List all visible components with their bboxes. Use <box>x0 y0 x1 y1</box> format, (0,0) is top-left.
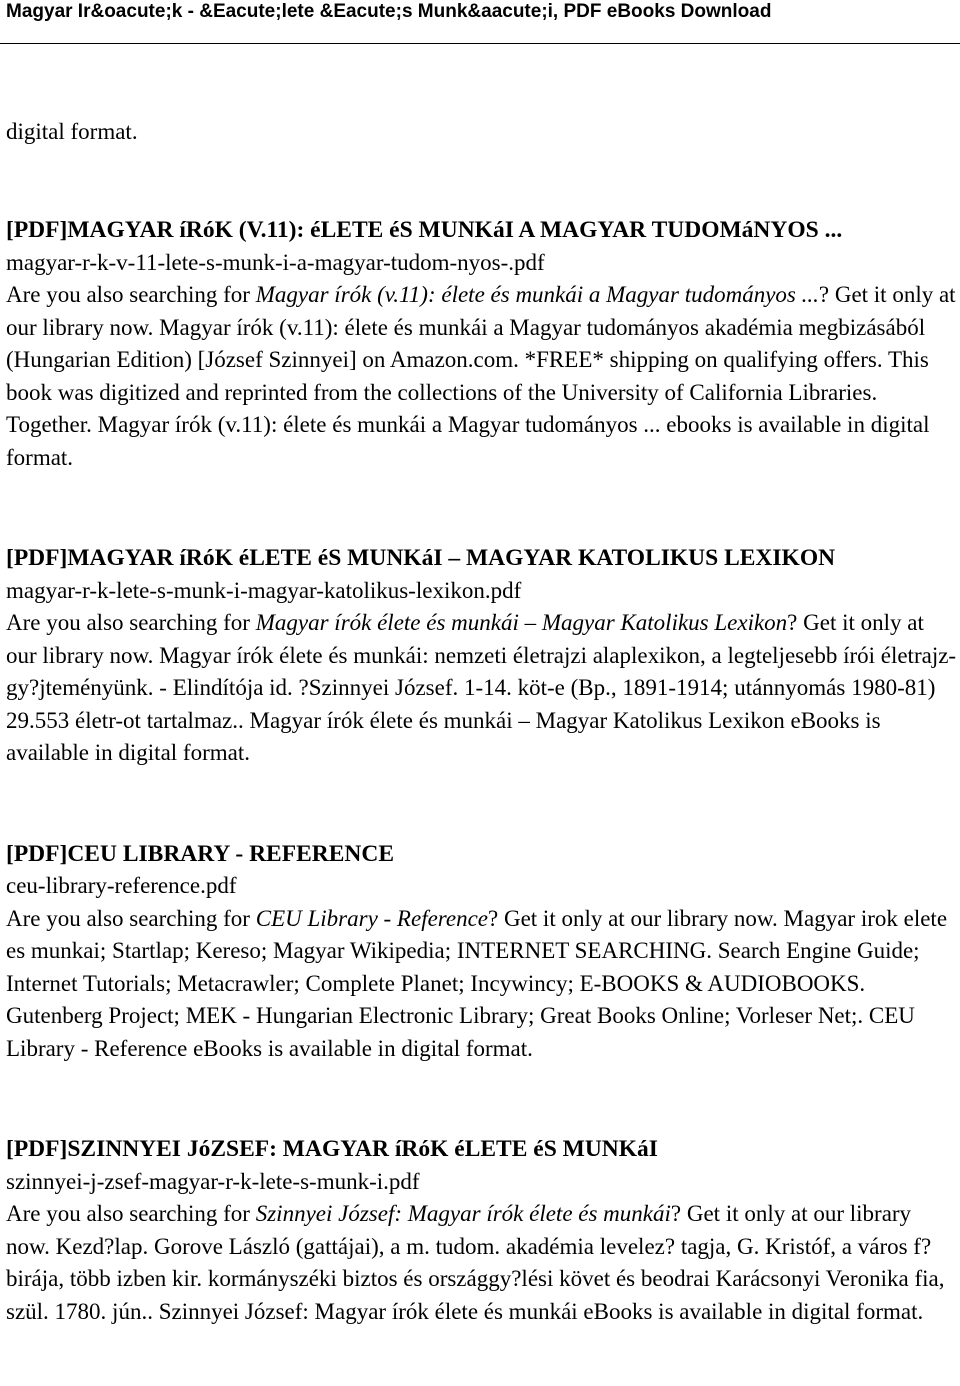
description-text: Magyar írók (v.11): élete és munkái a Magyar tudományos akadémia megbizásából (Hungarian Edition) [József Szinnyei] on Amazon.com. *FREE* shipping on qualifying offers. This book was digitized and reprinted from the collections of the University of California Libraries. Together. Magyar írók (v.11): élete és munkái a Magyar tudományos ... ebooks is available in digital format. <box>6 314 930 470</box>
entry-title[interactable]: [PDF]CEU LIBRARY - REFERENCE <box>6 840 395 867</box>
description-text: Magyar irok elete es munkai; Startlap; Kereso; Magyar Wikipedia; INTERNET SEARCHING. Search Engine Guide; Internet Tutorials; Metacrawler; Complete Planet; Incywincy; E-BOOKS & AUDIOBOOKS. Gutenberg Project; MEK - Hungarian Electronic Library; Great Books Online; Vorleser Net;. CEU Library - Reference eBooks is available in digital format. <box>6 905 948 1061</box>
lead-text: digital format. <box>6 119 138 144</box>
entry-description <box>6 1198 960 1328</box>
search-title: Szinnyei József: Magyar írók élete és munkái <box>255 1201 671 1226</box>
search-title: CEU Library - Reference <box>255 905 489 931</box>
search-suffix: ? Get it only at our library now. <box>6 282 956 340</box>
search-prefix: Are you also searching for <box>6 282 250 307</box>
search-prefix: Are you also searching for <box>6 1201 250 1226</box>
entry-filename[interactable]: magyar-r-k-lete-s-munk-i-magyar-katolikus-lexikon.pdf <box>6 577 522 603</box>
result-entry <box>6 838 960 1066</box>
search-prefix: Are you also searching for <box>6 905 250 931</box>
result-entry <box>6 542 960 770</box>
description-text: Kezd?lap. Gorove László (gattájai), a m. tudom. akadémia levelez? tagja, G. Kristóf, a város f?birája, több izben kir. kormányszéki biztos és országgy?lési követ és beodrai Karácsonyi Veronika fia, szül. 1780. jún.. Szinnyei József: Magyar írók élete és munkái eBooks is available in digital format. <box>6 1233 945 1324</box>
entry-description <box>6 279 960 474</box>
result-entry <box>6 214 960 474</box>
document-body <box>0 116 960 1328</box>
result-entry <box>6 1133 960 1328</box>
search-suffix: ? Get it only at our library now. <box>488 905 778 931</box>
entry-filename[interactable]: magyar-r-k-v-11-lete-s-munk-i-a-magyar-tudom-nyos-.pdf <box>6 249 545 275</box>
page-header <box>0 0 960 44</box>
description-text: Magyar írók élete és munkái: nemzeti életrajzi alaplexikon, a legteljesebb írói életrajz-gy?jteményünk. - Elindítója id. ?Szinnyei József. 1-14. köt-e (Bp., 1891-1914; utánnyomás 1980-81) 29.553 életr-ot tartalmaz.. Magyar írók élete és munkái – Magyar Katolikus Lexikon eBooks is available in digital format. <box>6 642 957 765</box>
entry-filename[interactable]: ceu-library-reference.pdf <box>6 873 237 898</box>
entry-title[interactable]: [PDF]MAGYAR íRóK (V.11): éLETE éS MUNKáI A MAGYAR TUDOMáNYOS ... <box>6 217 843 243</box>
search-title: Magyar írók élete és munkái – Magyar Katolikus Lexikon <box>255 610 788 635</box>
search-suffix: ? Get it only at our library now. <box>6 610 924 668</box>
search-title: Magyar írók (v.11): élete és munkái a Magyar tudományos ... <box>255 282 819 307</box>
entry-filename[interactable]: szinnyei-j-zsef-magyar-r-k-lete-s-munk-i.pdf <box>6 1168 420 1194</box>
entry-description <box>6 903 960 1066</box>
entry-title[interactable]: [PDF]MAGYAR íRóK éLETE éS MUNKáI – MAGYAR KATOLIKUS LEXIKON <box>6 545 836 571</box>
page-header-title: Magyar Ir&oacute;k - &Eacute;lete &Eacute;s Munk&aacute;i, PDF eBooks Download <box>6 1 772 22</box>
entry-description <box>6 607 960 770</box>
search-suffix: ? Get it only at our library now. <box>6 1201 912 1259</box>
entry-title[interactable]: [PDF]SZINNYEI JóZSEF: MAGYAR íRóK éLETE éS MUNKáI <box>6 1136 658 1162</box>
search-prefix: Are you also searching for <box>6 610 250 635</box>
